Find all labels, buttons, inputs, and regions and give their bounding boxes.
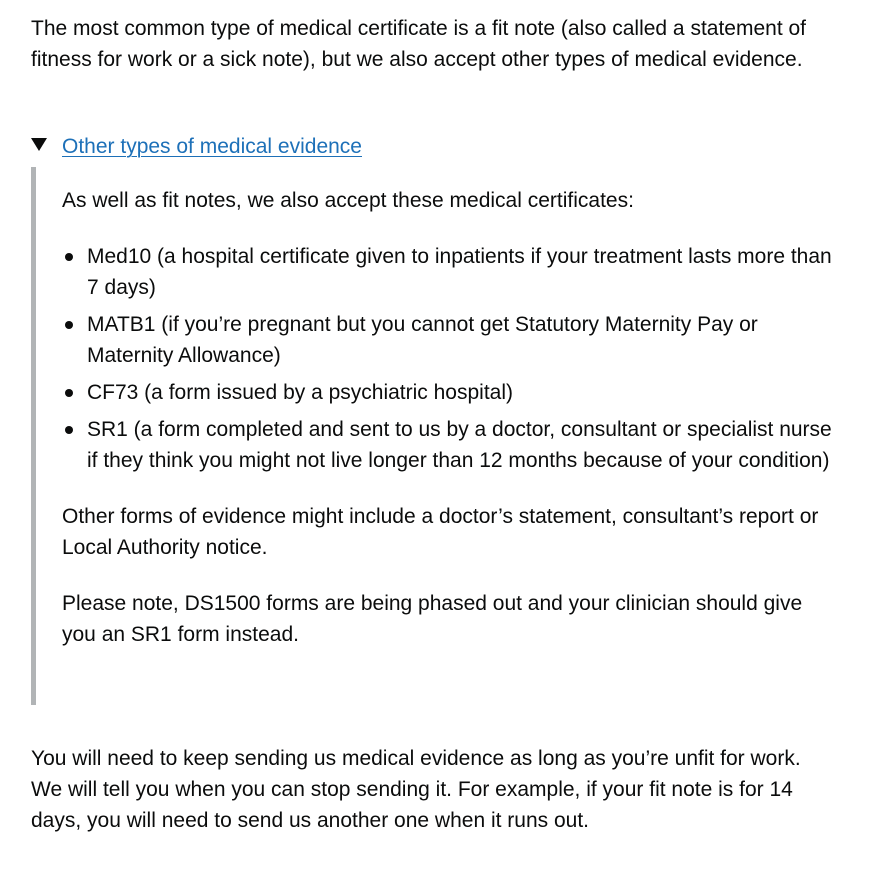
expanded-triangle-icon (31, 138, 47, 151)
details-summary[interactable] (31, 131, 362, 162)
list-item-med10: Med10 (a hospital certificate given to inpatients if your treatment lasts more than 7 days) (62, 241, 832, 303)
intro-paragraph: The most common type of medical certificate is a fit note (also called a statement of fitness for work or a sick note), but we also accept other types of medical evidence. (31, 17, 807, 71)
details-content (62, 185, 832, 650)
ds1500-note-paragraph: Please note, DS1500 forms are being phased out and your clinician should give you an SR1 form instead. (62, 592, 803, 646)
details-lead-text: As well as fit notes, we also accept these medical certificates: (62, 189, 634, 212)
list-item-sr1: SR1 (a form completed and sent to us by a doctor, consultant or specialist nurse if they think you might not live longer than 12 months because of your condition) (62, 414, 832, 476)
list-item-cf73: CF73 (a form issued by a psychiatric hospital) (62, 377, 832, 408)
evidence-list (62, 241, 832, 476)
list-item-matb1: MATB1 (if you’re pregnant but you cannot get Statutory Maternity Pay or Maternity Allowance) (62, 309, 832, 371)
details-summary-link[interactable]: Other types of medical evidence (62, 135, 362, 158)
outro-paragraph: You will need to keep sending us medical evidence as long as you’re unfit for work. We will tell you when you can stop sending it. For example, if your fit note is for 14 days, you will need to send us another one when it runs out. (31, 747, 801, 832)
other-forms-paragraph: Other forms of evidence might include a doctor’s statement, consultant’s report or Local Authority notice. (62, 505, 819, 559)
details-content-panel (31, 167, 831, 705)
